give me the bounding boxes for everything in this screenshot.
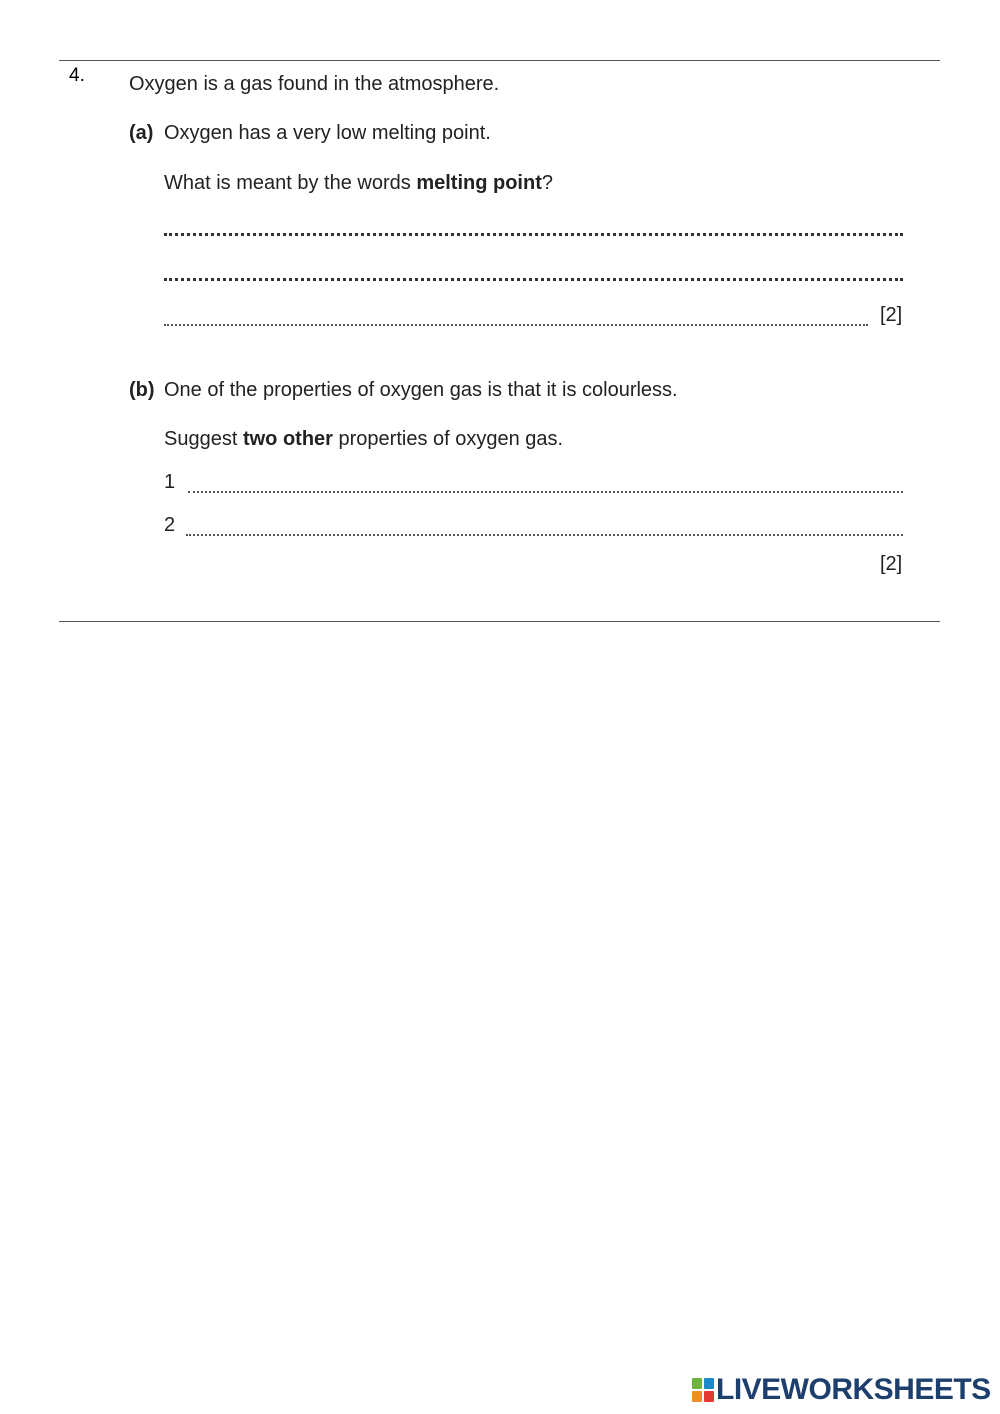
part-b-line-2-number: 2: [164, 514, 176, 536]
part-a-prompt: [164, 171, 553, 195]
part-a-prompt-bold: melting point: [416, 172, 542, 194]
top-divider: [59, 60, 940, 61]
question-number: 4.: [69, 65, 85, 86]
question-stem: Oxygen is a gas found in the atmosphere.: [129, 73, 500, 95]
part-b-marks: [2]: [880, 553, 903, 575]
part-a-label: (a): [129, 122, 154, 144]
part-a-prompt-end: ?: [541, 172, 553, 194]
logo-icon-square-3: [692, 1391, 702, 1402]
part-a-answer-line-1[interactable]: [164, 233, 903, 236]
logo-text: LIVEWORKSHEETS: [716, 1373, 991, 1406]
bottom-divider: [59, 621, 940, 622]
part-a-answer-line-2[interactable]: [164, 278, 903, 281]
part-b-prompt: [164, 427, 563, 451]
logo-icon-square-1: [692, 1378, 702, 1389]
liveworksheets-logo: [692, 1373, 991, 1407]
logo-icon: [692, 1378, 714, 1402]
part-a-marks: [2]: [880, 304, 903, 326]
part-b-answer-line-1[interactable]: [188, 491, 903, 493]
logo-icon-square-2: [704, 1378, 714, 1389]
part-b-answer-line-2[interactable]: [186, 534, 903, 536]
part-b-line-1-number: 1: [164, 471, 176, 493]
part-a-prompt-start: What is meant by the words: [164, 172, 417, 194]
part-b-prompt-bold: two other: [242, 428, 333, 450]
part-b-statement: One of the properties of oxygen gas is that it is colourless.: [164, 379, 678, 401]
part-b-prompt-end: properties of oxygen gas.: [332, 428, 564, 450]
part-b-label: (b): [129, 379, 155, 401]
part-b-prompt-start: Suggest: [164, 428, 243, 450]
part-a-statement: Oxygen has a very low melting point.: [164, 122, 491, 144]
logo-icon-square-4: [704, 1391, 714, 1402]
part-a-answer-line-3[interactable]: [164, 324, 868, 326]
